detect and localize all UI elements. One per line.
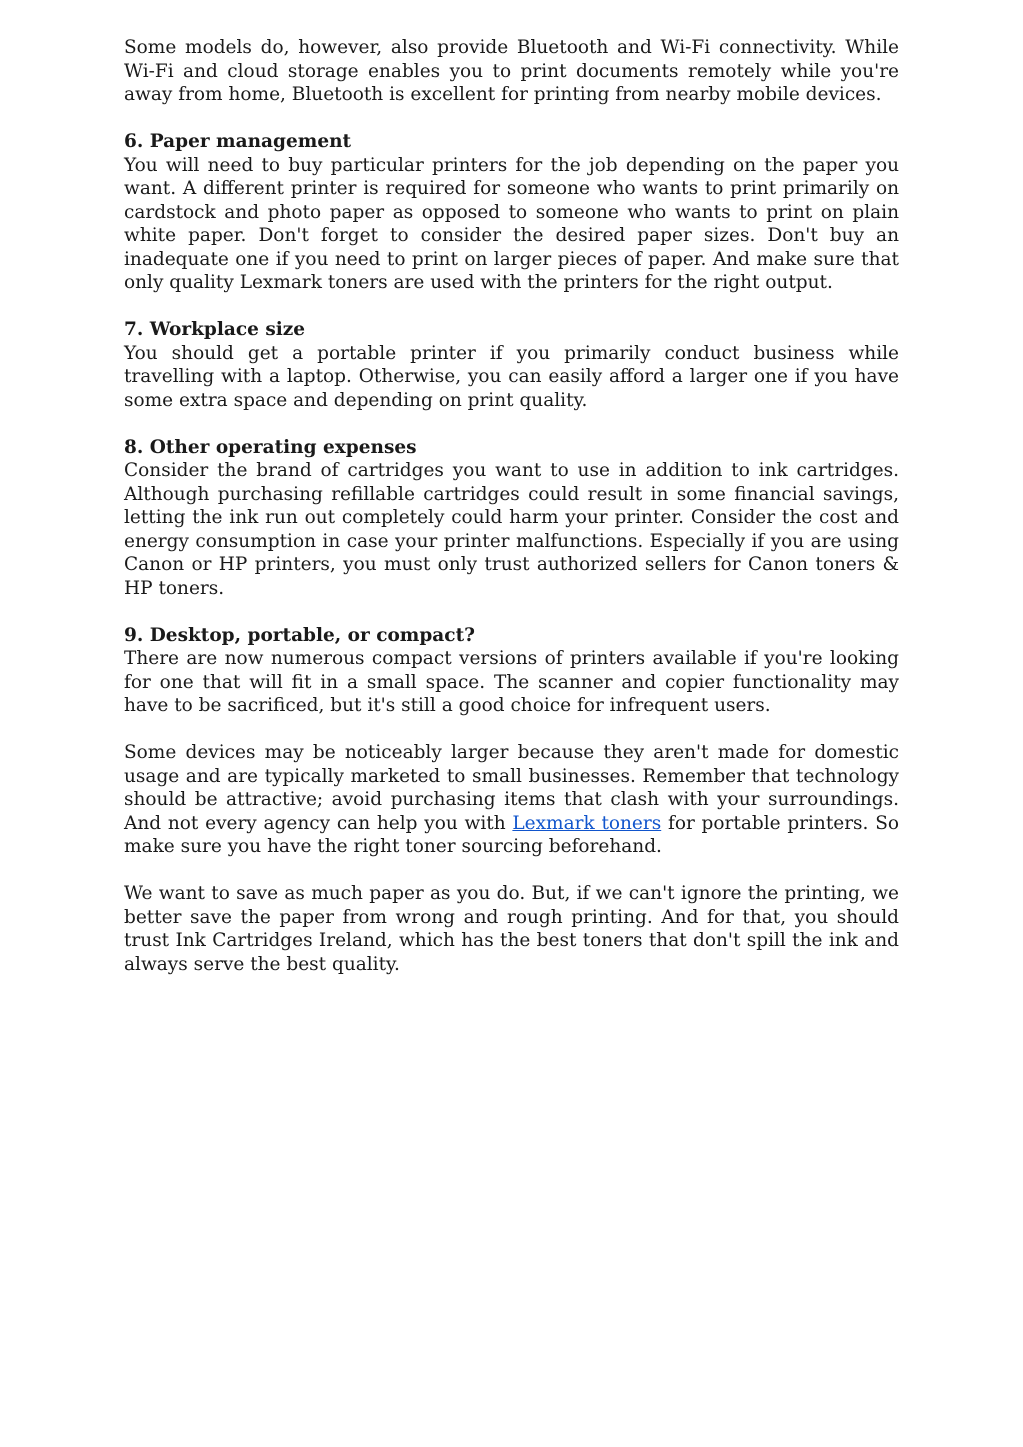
lexmark-toners-link[interactable]: Lexmark toners [512, 812, 662, 834]
section-body: You should get a portable printer if you primarily conduct business while travelling with a laptop. Otherwise, you can easily afford a larger one if you have some extra space and depending on print quality. [124, 342, 899, 411]
intro-paragraph: Some models do, however, also provide Bluetooth and Wi-Fi connectivity. While Wi-Fi and cloud storage enables you to print documents remotely while you're away from home, Bluetooth is excellent for printing from nearby mobile devices. [124, 37, 899, 105]
section-desktop-portable-compact [124, 624, 899, 718]
devices-text-before-link: Some devices may be noticeably larger because they aren't made for domestic usage and are typically marketed to small businesses. Remember that technology should be attractive; avoid purchasing items that clash with your surroundings. And not every agency can help you with [124, 742, 899, 834]
section-paper-management [124, 130, 899, 295]
closing-paragraph: We want to save as much paper as you do. But, if we can't ignore the printing, we better save the paper from wrong and rough printing. And for that, you should trust Ink Cartridges Ireland, which has the best toners that don't spill the ink and always serve the best quality. [124, 883, 899, 975]
section-body: There are now numerous compact versions of printers available if you're looking for one that will fit in a small space. The scanner and copier functionality may have to be sacrificed, but it's still a good choice for infrequent users. [124, 648, 899, 716]
devices-text-after-link: for portable printers. So make sure you have the right toner sourcing beforehand. [124, 812, 899, 857]
section-body: Consider the brand of cartridges you want to use in addition to ink cartridges. Although purchasing refillable cartridges could result in some financial savings, letting the ink run out completely could harm your printer. Consider the cost and energy consumption in case your printer malfunctions. Especially if you are using Canon or HP printers, you must only trust authorized sellers for Canon toners & HP toners. [124, 460, 899, 599]
section-heading: 7. Workplace size [124, 319, 306, 340]
section-heading: 9. Desktop, portable, or compact? [124, 624, 475, 646]
section-heading: 6. Paper management [124, 131, 352, 152]
devices-paragraph [124, 741, 899, 859]
section-body: You will need to buy particular printers for the job depending on the paper you want. A different printer is required for someone who wants to print primarily on cardstock and photo paper as opposed to someone who wants to print on plain white paper. Don't forget to consider the desired paper sizes. Don't buy an inadequate one if you need to print on larger pieces of paper. And make sure that only quality Lexmark toners are used with the printers for the right output. [124, 154, 899, 293]
section-heading: 8. Other operating expenses [124, 436, 417, 458]
section-workplace-size [124, 318, 899, 412]
document-page [124, 36, 899, 1000]
section-operating-expenses [124, 436, 899, 601]
